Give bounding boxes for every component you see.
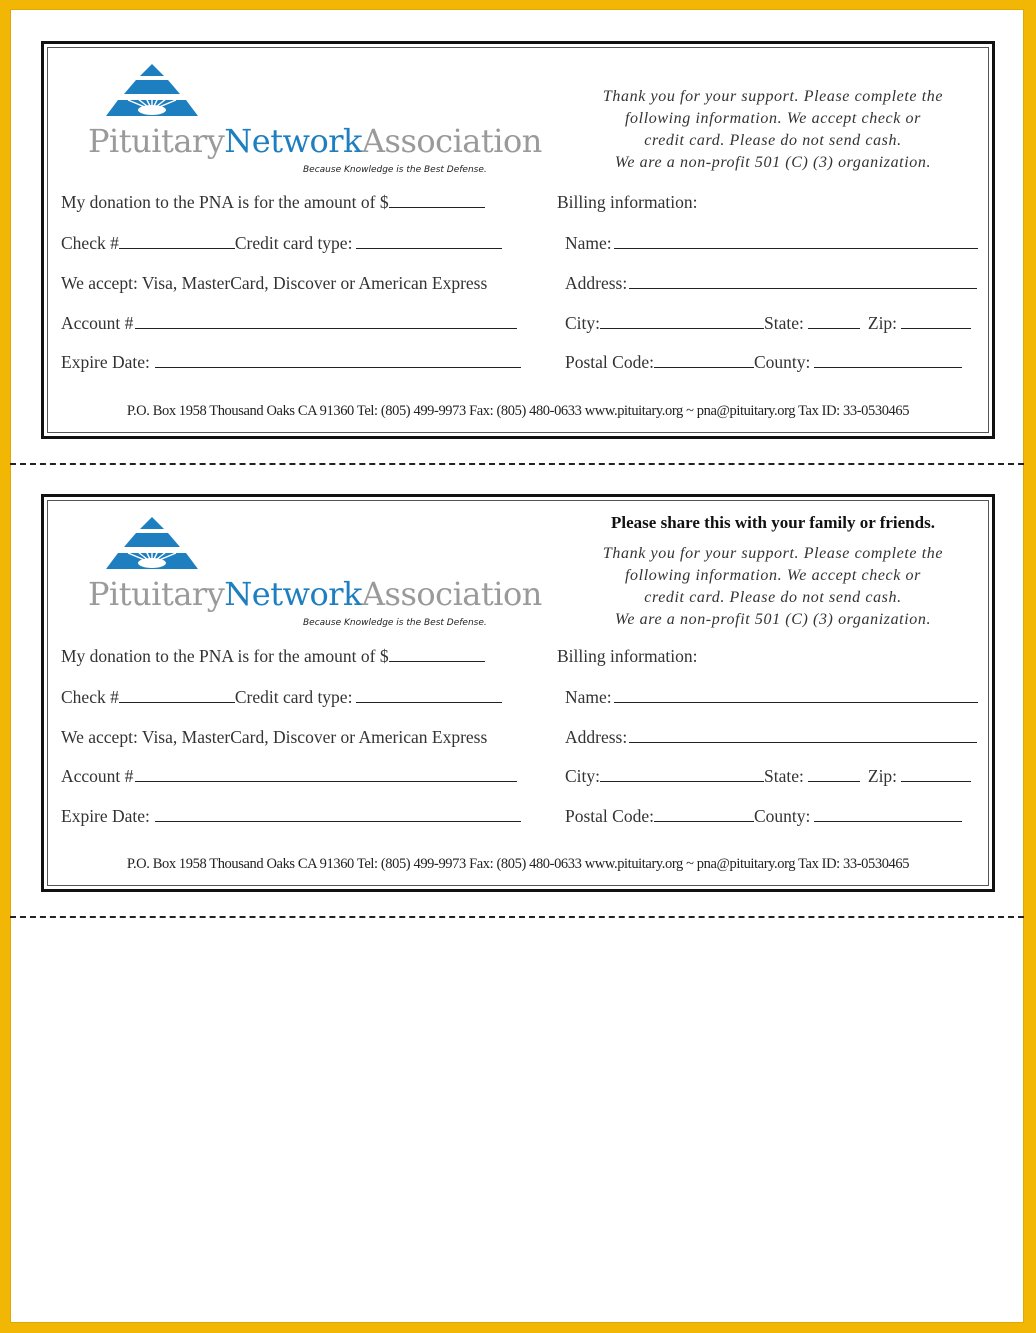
pna-logo [88, 515, 542, 628]
check-number-field[interactable] [119, 234, 235, 249]
name-field[interactable] [614, 234, 978, 249]
account-number-field[interactable] [135, 314, 517, 329]
city-field[interactable] [600, 314, 764, 329]
zip-field[interactable] [901, 314, 971, 329]
pyramid-logo-icon [88, 515, 228, 575]
zip-field[interactable] [901, 767, 971, 782]
state-field[interactable] [808, 767, 860, 782]
card-inner-border [47, 500, 989, 886]
contact-footer: P.O. Box 1958 Thousand Oaks CA 91360 Tel: (805) 499-9973 Fax: (805) 480-0633 www.pituitary.org ~ pna@pituitary.org Tax ID: 33-0530465 [126, 856, 910, 872]
name-row: Name: [565, 233, 978, 254]
address-field[interactable] [629, 274, 977, 289]
intro-text: Thank you for your support. Please complete the following information. We accept check or credit card. Please do not send cash. We are a non-profit 501 (C) (3) organization. [602, 88, 944, 171]
contact-footer: P.O. Box 1958 Thousand Oaks CA 91360 Tel: (805) 499-9973 Fax: (805) 480-0633 www.pituitary.org ~ pna@pituitary.org Tax ID: 33-0530465 [126, 403, 910, 419]
logo-tagline: Because Knowledge is the Best Defense. [303, 618, 487, 628]
address-field[interactable] [629, 728, 977, 743]
city-field[interactable] [600, 767, 764, 782]
county-field[interactable] [814, 353, 962, 368]
check-row: Check # Credit card type: [61, 233, 502, 254]
address-row: Address: [565, 727, 977, 748]
accepted-cards-text: We accept: Visa, MasterCard, Discover or American Express [61, 727, 488, 747]
account-row: Account # [61, 313, 517, 334]
logo-tagline: Because Knowledge is the Best Defense. [303, 165, 487, 175]
pyramid-logo-icon [88, 62, 228, 122]
intro-text: Thank you for your support. Please complete the following information. We accept check or credit card. Please do not send cash. We are a non-profit 501 (C) (3) organization. [602, 545, 944, 628]
name-row: Name: [565, 687, 978, 708]
postal-code-field[interactable] [654, 353, 754, 368]
account-row: Account # [61, 766, 517, 787]
expire-row: Expire Date: [61, 352, 521, 373]
logo-wordmark: PituitaryNetworkAssociation [88, 575, 542, 613]
check-row: Check # Credit card type: [61, 687, 502, 708]
postal-row: Postal Code: County: [565, 352, 962, 373]
expire-date-field[interactable] [155, 353, 521, 368]
credit-card-type-field[interactable] [356, 688, 502, 703]
donation-card-1 [41, 41, 995, 439]
billing-heading: Billing information: [557, 646, 698, 666]
check-number-field[interactable] [119, 688, 235, 703]
address-row: Address: [565, 273, 977, 294]
card-inner-border [47, 47, 989, 433]
state-field[interactable] [808, 314, 860, 329]
donation-amount-row: My donation to the PNA is for the amount of $ [61, 646, 485, 667]
expire-row: Expire Date: [61, 806, 521, 827]
county-field[interactable] [814, 807, 962, 822]
donation-amount-field[interactable] [389, 647, 485, 662]
city-row: City: State: Zip: [565, 313, 971, 334]
expire-date-field[interactable] [155, 807, 521, 822]
share-note: Please share this with your family or friends. [611, 513, 935, 532]
credit-card-type-field[interactable] [356, 234, 502, 249]
accepted-cards-text: We accept: Visa, MasterCard, Discover or American Express [61, 273, 488, 293]
account-number-field[interactable] [135, 767, 517, 782]
cut-line [10, 463, 1024, 465]
cut-line [10, 916, 1024, 918]
logo-wordmark: PituitaryNetworkAssociation [88, 122, 542, 160]
name-field[interactable] [614, 688, 978, 703]
postal-row: Postal Code: County: [565, 806, 962, 827]
donation-card-2 [41, 494, 995, 892]
donation-amount-row: My donation to the PNA is for the amount of $ [61, 192, 485, 213]
billing-heading: Billing information: [557, 192, 698, 212]
city-row: City: State: Zip: [565, 766, 971, 787]
donation-amount-field[interactable] [389, 193, 485, 208]
postal-code-field[interactable] [654, 807, 754, 822]
pna-logo [88, 62, 542, 175]
